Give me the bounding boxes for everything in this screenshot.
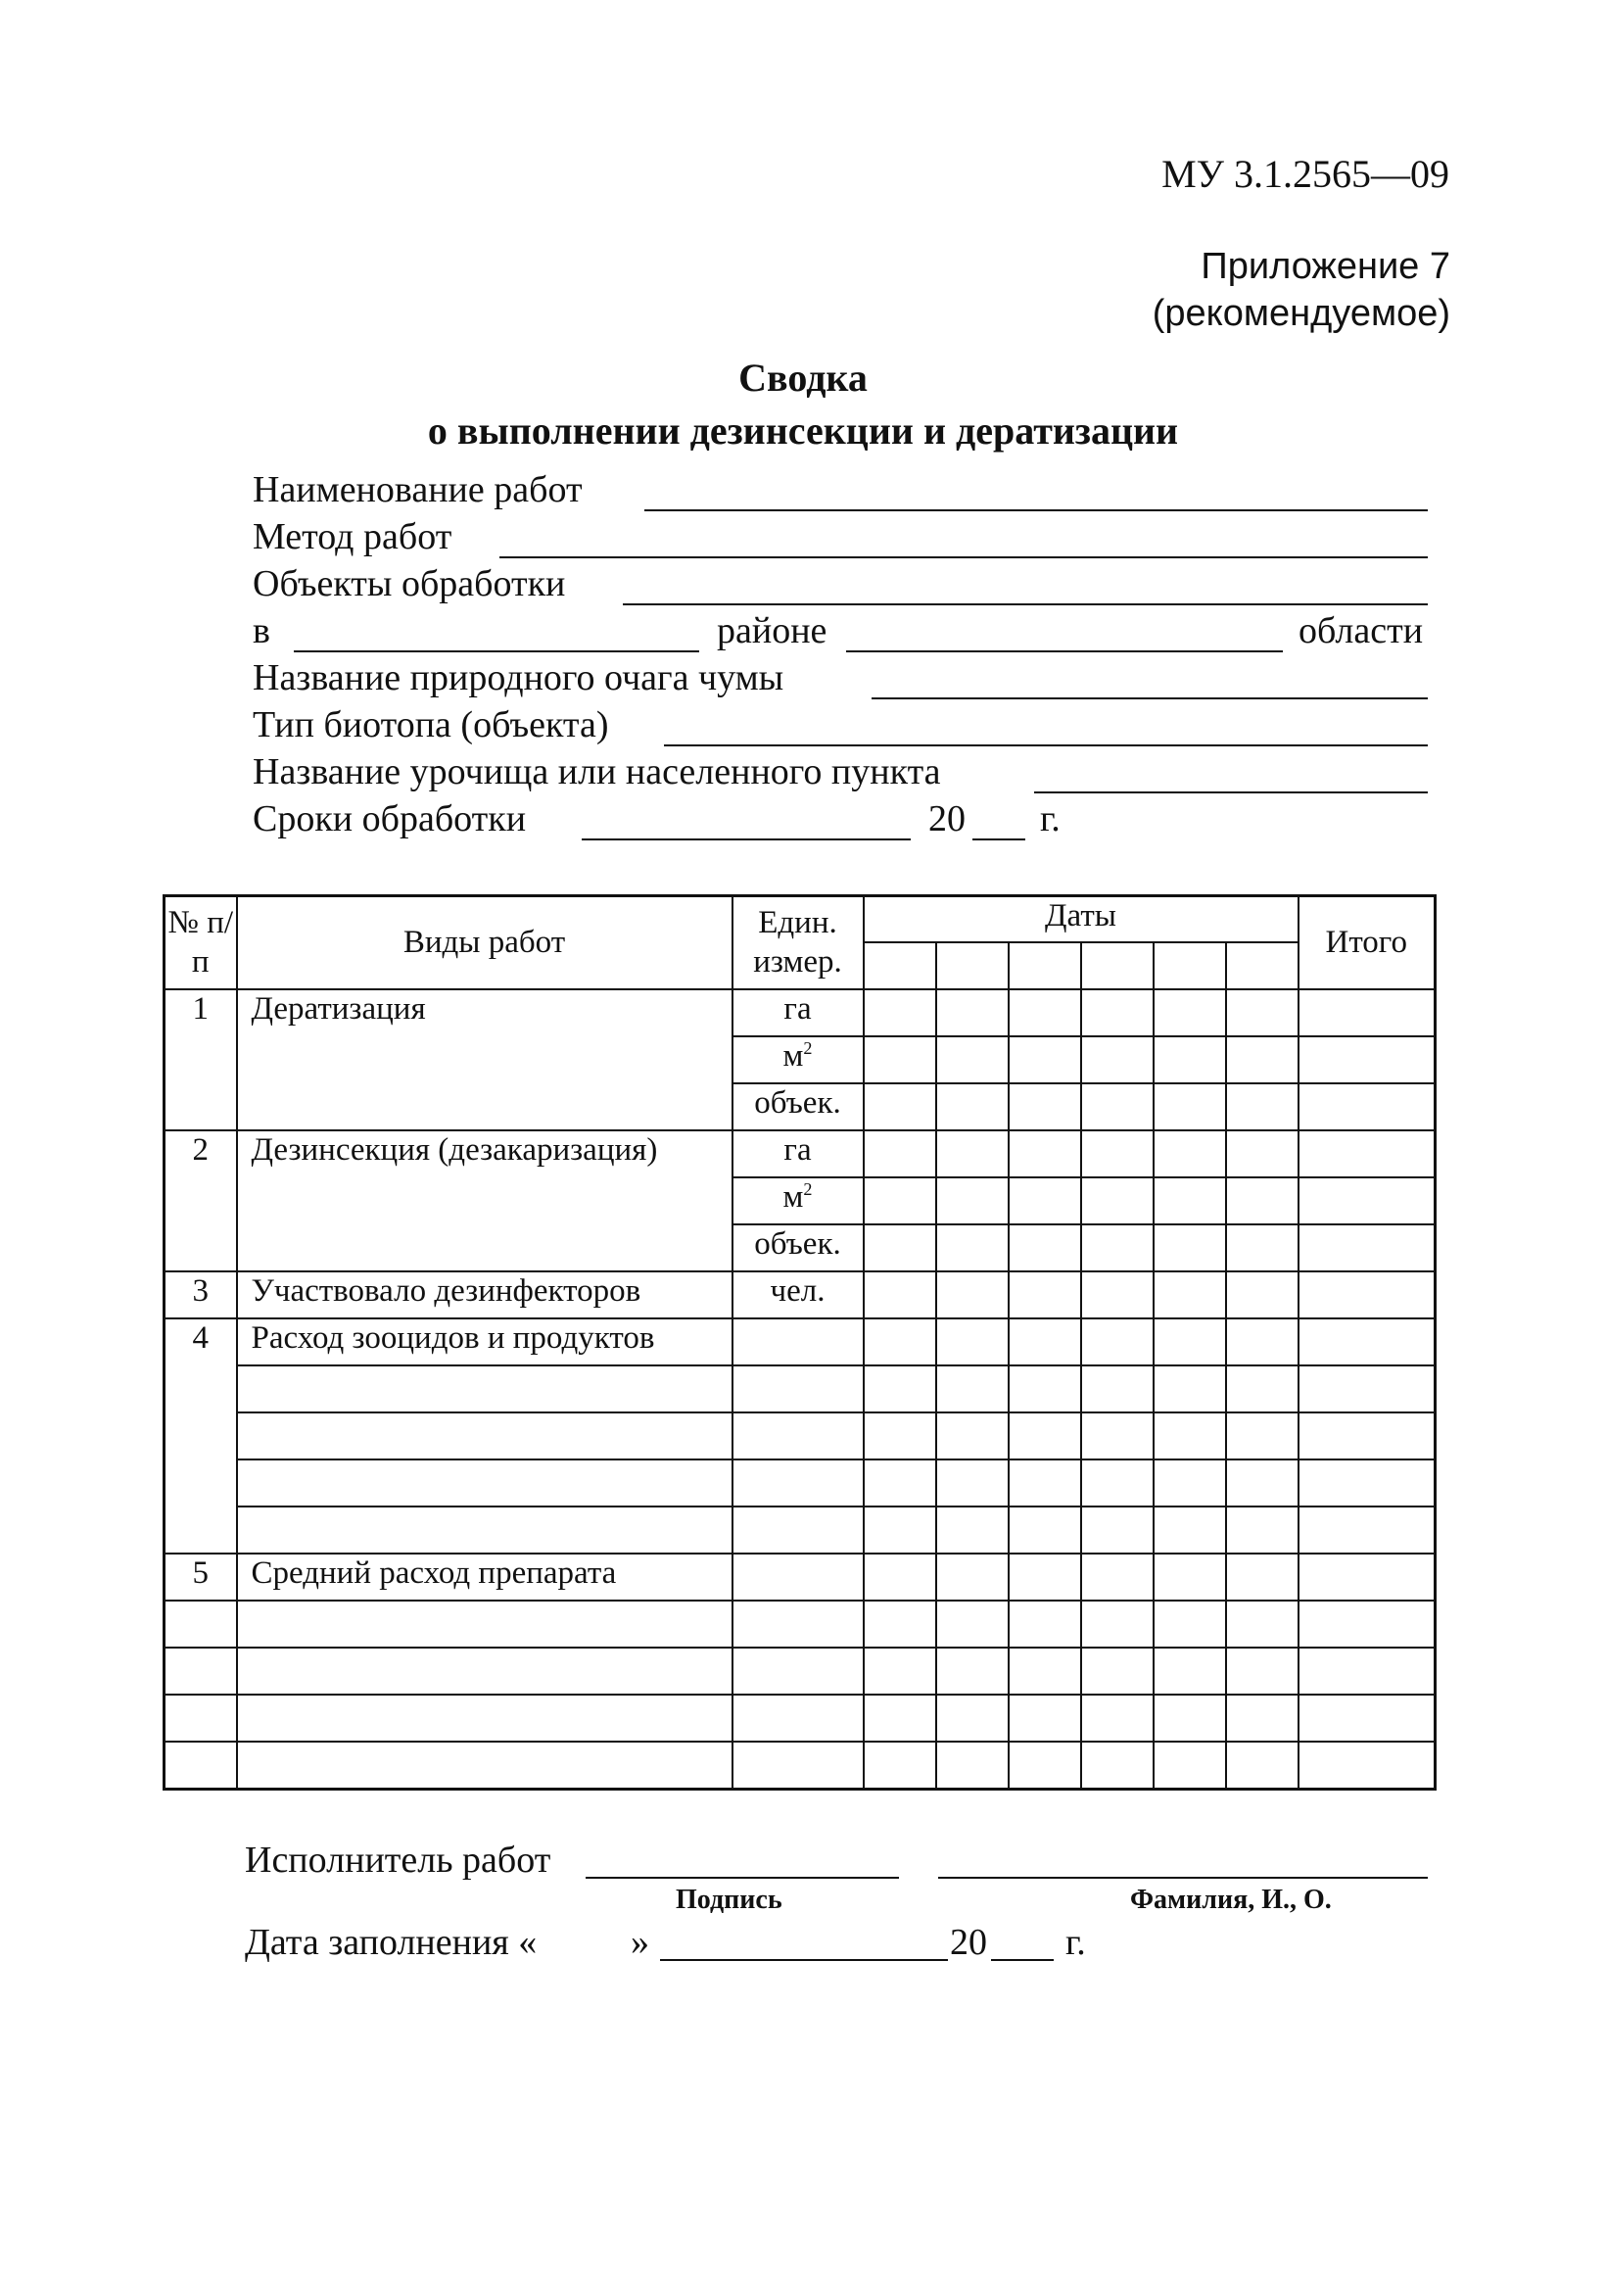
document-code: МУ 3.1.2565—09 <box>1161 152 1449 196</box>
table-row <box>165 1365 1436 1412</box>
header-total: Итого <box>1299 896 1436 990</box>
row-number: 1 <box>165 989 237 1130</box>
blank-line[interactable] <box>664 744 1428 746</box>
fill-date-label: Дата заполнения « <box>245 1922 538 1963</box>
row-work: Средний расход препарата <box>237 1554 732 1601</box>
fio-caption: Фамилия, И., О. <box>1130 1885 1332 1915</box>
blank-line-terms[interactable] <box>582 838 911 840</box>
appendix-label <box>1153 243 1450 337</box>
table-row <box>165 1742 1436 1790</box>
row-work: Участвовало дезинфекторов <box>237 1271 732 1318</box>
blank-line-district[interactable] <box>294 650 699 652</box>
field-terms <box>253 798 1428 846</box>
header-number: № п/п <box>165 896 237 990</box>
fill-year-prefix: 20 <box>950 1922 987 1963</box>
row-work: Дезинсекция (дезакаризация) <box>237 1130 732 1271</box>
table-row <box>165 1459 1436 1507</box>
document-title: Сводка <box>738 356 868 400</box>
row-number: 4 <box>165 1318 237 1554</box>
row-unit: $м^2$ <box>732 1177 864 1224</box>
blank-line[interactable] <box>499 556 1428 558</box>
table-row <box>165 1601 1436 1648</box>
field-plague-focus <box>253 657 1428 705</box>
field-locality <box>253 751 1428 799</box>
table-row <box>165 1554 1436 1601</box>
date-cell[interactable] <box>864 942 936 989</box>
table-row <box>165 989 1436 1036</box>
table-row <box>165 1271 1436 1318</box>
fill-year-suffix: г. <box>1065 1922 1086 1963</box>
blank-line[interactable] <box>1034 791 1428 793</box>
field-label: Метод работ <box>253 516 452 557</box>
date-cell[interactable] <box>936 942 1009 989</box>
header-works: Виды работ <box>237 896 732 990</box>
row-work: Дератизация <box>237 989 732 1130</box>
row-unit: $м^2$ <box>732 1036 864 1083</box>
field-label: Объекты обработки <box>253 563 566 604</box>
quote-close: » <box>631 1922 649 1963</box>
field-location <box>253 610 1428 658</box>
date-cell[interactable] <box>1081 942 1154 989</box>
field-label-in: в <box>253 610 270 651</box>
signature-caption: Подпись <box>676 1885 782 1915</box>
header-unit: Един. измер. <box>732 896 864 990</box>
year-prefix: 20 <box>928 798 966 839</box>
field-label: Наименование работ <box>253 469 583 510</box>
executor-row <box>245 1840 1469 1883</box>
row-number: 2 <box>165 1130 237 1271</box>
date-cell[interactable] <box>1009 942 1081 989</box>
field-work-name <box>253 469 1428 517</box>
signature-line[interactable] <box>586 1877 899 1879</box>
date-cell[interactable] <box>1154 942 1226 989</box>
row-unit: га <box>732 1130 864 1177</box>
table-row <box>165 1695 1436 1742</box>
table-row <box>165 1130 1436 1177</box>
field-label: Название природного очага чумы <box>253 657 784 698</box>
field-label: Сроки обработки <box>253 798 527 839</box>
row-work: Расход зооцидов и продуктов <box>237 1318 732 1365</box>
table-row <box>165 1412 1436 1459</box>
date-cell[interactable] <box>1226 942 1299 989</box>
appendix-number: Приложение 7 <box>1201 246 1450 287</box>
date-line[interactable] <box>660 1959 948 1961</box>
table-row <box>165 1318 1436 1365</box>
field-label-region: области <box>1299 610 1424 651</box>
field-objects <box>253 563 1428 611</box>
row-unit: га <box>732 989 864 1036</box>
year-suffix: г. <box>1040 798 1061 839</box>
appendix-status: (рекомендуемое) <box>1152 293 1450 334</box>
row-unit: объек. <box>732 1083 864 1130</box>
blank-line-year[interactable] <box>972 838 1025 840</box>
field-label: Название урочища или населенного пункта <box>253 751 941 792</box>
field-label: Тип биотопа (объекта) <box>253 704 609 745</box>
row-number: 5 <box>165 1554 237 1601</box>
document-subtitle: о выполнении дезинсекции и дератизации <box>427 408 1179 453</box>
field-work-method <box>253 516 1428 564</box>
table-row <box>165 1507 1436 1554</box>
executor-label: Исполнитель работ <box>245 1840 551 1881</box>
field-label-district: районе <box>717 610 827 651</box>
blank-line[interactable] <box>623 603 1428 605</box>
field-biotope <box>253 704 1428 752</box>
fio-line[interactable] <box>938 1877 1428 1879</box>
table-row <box>165 1648 1436 1695</box>
blank-line[interactable] <box>872 697 1428 699</box>
blank-line[interactable] <box>644 509 1428 511</box>
fill-year-line[interactable] <box>991 1959 1054 1961</box>
row-unit: чел. <box>732 1271 864 1318</box>
work-summary-table <box>163 894 1437 1791</box>
row-number: 3 <box>165 1271 237 1318</box>
fill-date-row <box>245 1922 1224 1965</box>
row-unit: объек. <box>732 1224 864 1271</box>
blank-line-region[interactable] <box>846 650 1283 652</box>
header-dates: Даты <box>864 896 1299 943</box>
